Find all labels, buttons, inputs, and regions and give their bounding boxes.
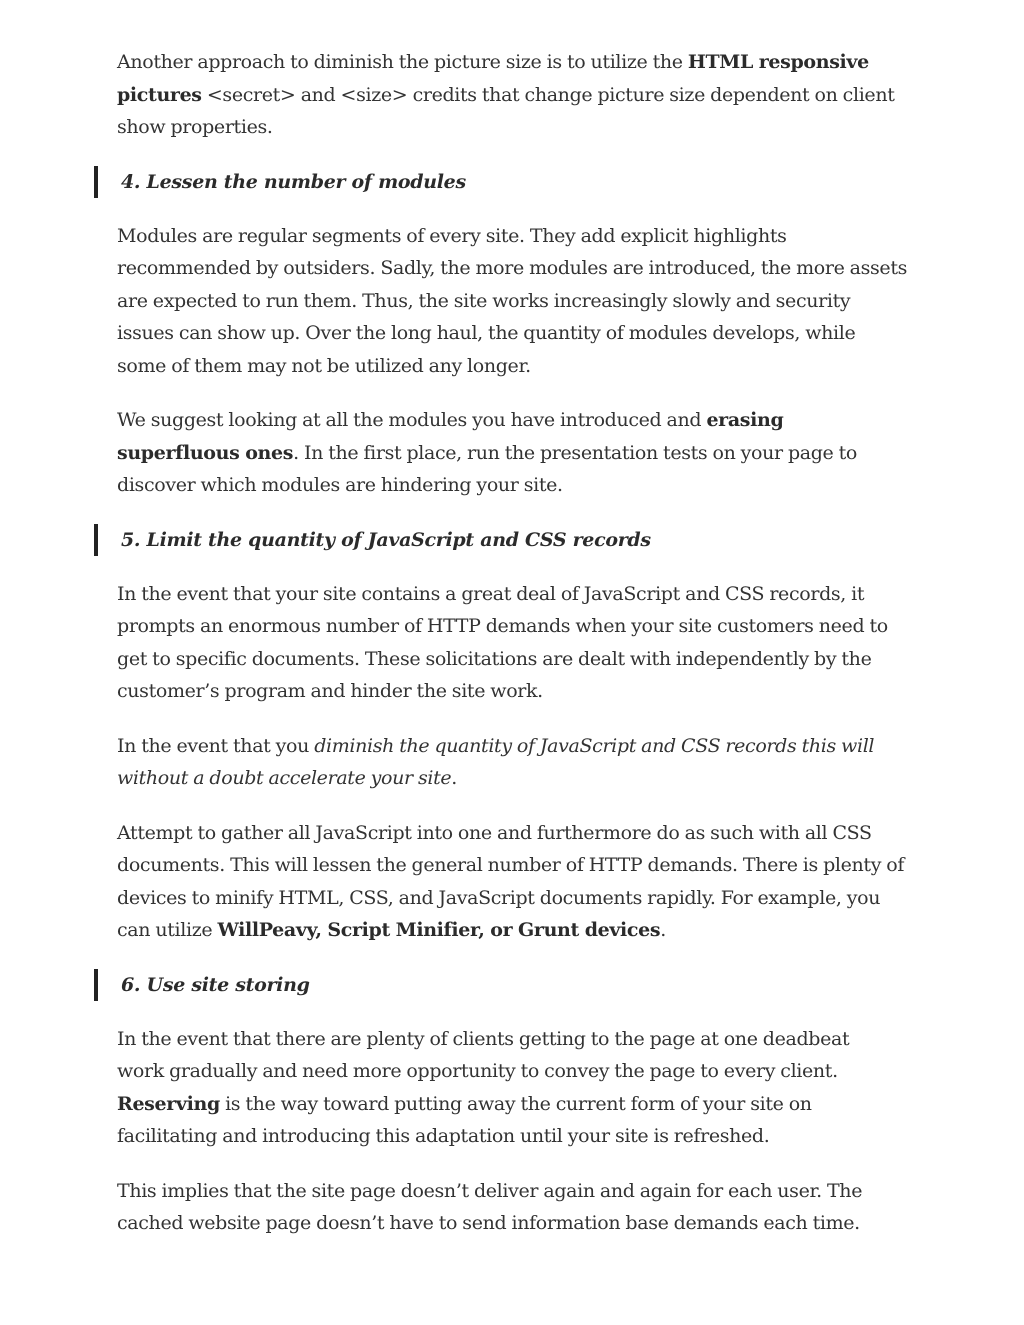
bold-erasing: erasing bbox=[706, 409, 784, 431]
bold-reserving: Reserving bbox=[117, 1092, 220, 1115]
clients-paragraph: In the event that there are plenty of clients getting to the page at one deadbeat work gradually and need more opportunity to convey the page to every client. Reserving is the way toward putting away the current form of your site on facilitating and introducing this adaptation until your site is refreshed. bbox=[117, 1027, 850, 1147]
article-body bbox=[117, 46, 917, 1262]
gather-paragraph: Attempt to gather all JavaScript into one and furthermore do as such with all CSS documents. This will lessen the general number of HTTP demands. There is plenty of devices to minify HTML, CSS, and JavaScript documents rapidly. For example, you can utilize WillPeavy, Script Minifier, or Grunt devices. bbox=[117, 821, 905, 941]
heading-accent-bar bbox=[94, 166, 98, 198]
heading-text: 6. Use site storing bbox=[121, 973, 310, 996]
diminish-paragraph: In the event that you diminish the quantity of JavaScript and CSS records this will without a doubt accelerate your site. bbox=[117, 734, 875, 789]
heading-text: 5. Limit the quantity of JavaScript and CSS records bbox=[121, 528, 651, 551]
italic-diminish: diminish the quantity of JavaScript and CSS records this will bbox=[314, 734, 875, 757]
section-heading-4 bbox=[117, 166, 917, 198]
bold-minifier-tools: WillPeavy, Script Minifier, or Grunt devices bbox=[217, 919, 661, 941]
js-css-paragraph: In the event that your site contains a great deal of JavaScript and CSS records, it prompts an enormous number of HTTP demands when your site customers need to get to specific documents. These solicitations are dealt with independently by the customer’s program and hinder the site work. bbox=[117, 582, 888, 702]
section-heading-5 bbox=[117, 524, 917, 556]
implies-paragraph: This implies that the site page doesn’t deliver again and again for each user. The cached website page doesn’t have to send information base demands each time. bbox=[117, 1179, 863, 1234]
italic-accelerate: without a doubt accelerate your site bbox=[117, 767, 452, 789]
suggest-paragraph: We suggest looking at all the modules you have introduced and erasing superfluous ones. In the first place, run the presentation tests on your page to discover which modules are hindering your site. bbox=[117, 409, 858, 496]
heading-text: 4. Lessen the number of modules bbox=[121, 170, 466, 193]
heading-accent-bar bbox=[94, 969, 98, 1001]
bold-pictures: pictures bbox=[117, 83, 202, 106]
intro-paragraph: Another approach to diminish the picture size is to utilize the HTML responsive pictures <secret> and <size> credits that change picture size dependent on client show properties. bbox=[117, 51, 895, 138]
bold-superfluous: superfluous ones bbox=[117, 441, 294, 464]
section-heading-6 bbox=[117, 969, 917, 1001]
bold-html-responsive: HTML responsive bbox=[687, 51, 869, 73]
modules-paragraph: Modules are regular segments of every site. They add explicit highlights recommended by outsiders. Sadly, the more modules are introduced, the more assets are expected to run them. Thus, the site works increasingly slowly and security issues can show up. Over the long haul, the quantity of modules develops, while some of them may not be utilized any longer. bbox=[117, 224, 908, 377]
heading-accent-bar bbox=[94, 524, 98, 556]
